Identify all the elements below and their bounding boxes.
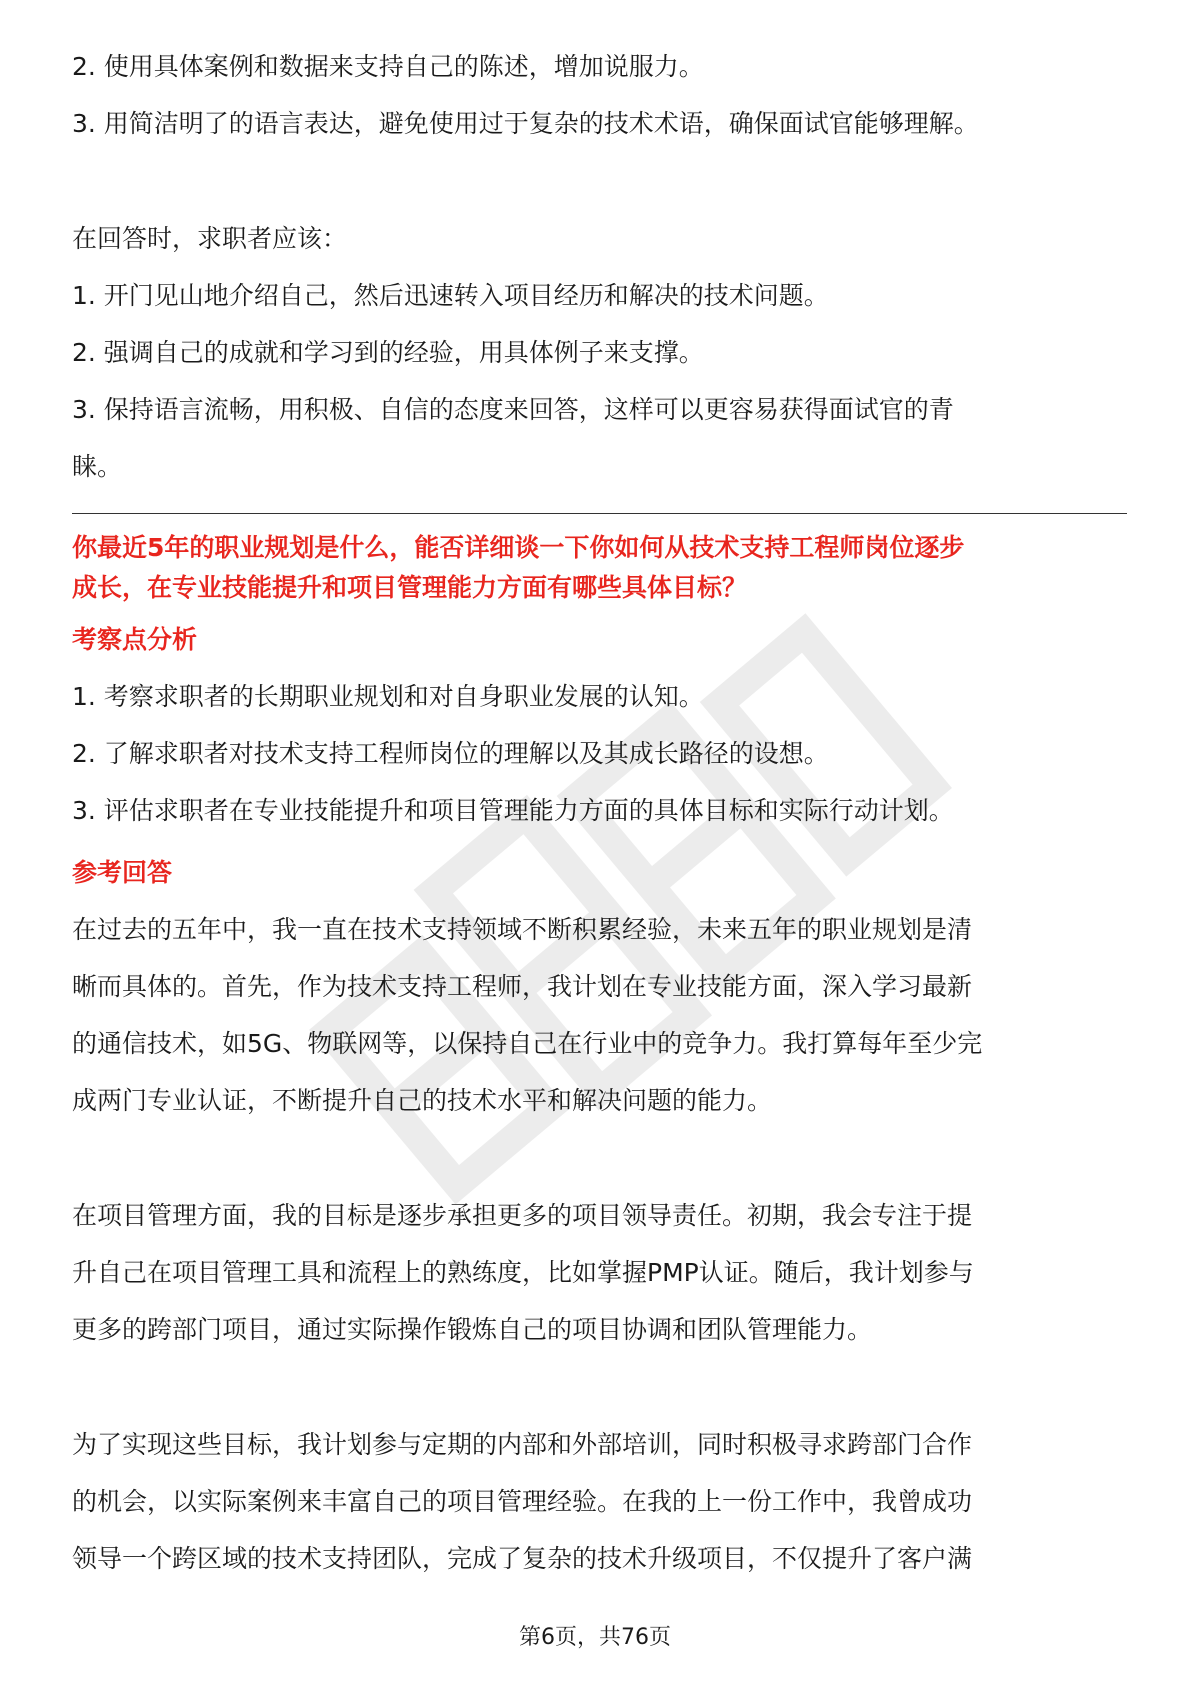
paragraph-line: 的通信技术，如5G、物联网等，以保持自己在行业中的竞争力。我打算每年至少完 [72, 1029, 983, 1058]
question-line: 你最近5年的职业规划是什么，能否详细谈一下你如何从技术支持工程师岗位逐步 [72, 533, 965, 562]
paragraph-line: 更多的跨部门项目，通过实际操作锻炼自己的项目协调和团队管理能力。 [72, 1315, 873, 1344]
section-divider [72, 513, 1127, 514]
paragraph-line: 在过去的五年中，我一直在技术支持领域不断积累经验，未来五年的职业规划是清 [72, 915, 973, 944]
page-number: 第6页，共76页 [519, 1625, 671, 1650]
answer-intro: 在回答时，求职者应该： [72, 224, 348, 253]
list-item-continuation: 睐。 [72, 452, 123, 481]
paragraph-line: 的机会，以实际案例来丰富自己的项目管理经验。在我的上一份工作中，我曾成功 [72, 1487, 973, 1516]
reference-paragraph [72, 1187, 1127, 1358]
page-content [72, 0, 1127, 1587]
question-title [72, 528, 1127, 608]
list-item: 2. 强调自己的成就和学习到的经验，用具体例子来支撑。 [72, 338, 704, 367]
paragraph-line: 晰而具体的。首先，作为技术支持工程师，我计划在专业技能方面，深入学习最新 [72, 972, 973, 1001]
analysis-item: 3. 评估求职者在专业技能提升和项目管理能力方面的具体目标和实际行动计划。 [72, 796, 954, 825]
analysis-item: 1. 考察求职者的长期职业规划和对自身职业发展的认知。 [72, 682, 704, 711]
list-item: 3. 用简洁明了的语言表达，避免使用过于复杂的技术术语，确保面试官能够理解。 [72, 109, 979, 138]
list-item: 1. 开门见山地介绍自己，然后迅速转入项目经历和解决的技术问题。 [72, 281, 829, 310]
reference-paragraph [72, 901, 1127, 1129]
paragraph-line: 为了实现这些目标，我计划参与定期的内部和外部培训，同时积极寻求跨部门合作 [72, 1430, 973, 1459]
reference-paragraph [72, 1416, 1127, 1587]
paragraph-line: 成两门专业认证，不断提升自己的技术水平和解决问题的能力。 [72, 1086, 773, 1115]
list-item: 2. 使用具体案例和数据来支持自己的陈述，增加说服力。 [72, 52, 704, 81]
reference-heading: 参考回答 [72, 858, 173, 887]
paragraph-line: 在项目管理方面，我的目标是逐步承担更多的项目领导责任。初期，我会专注于提 [72, 1201, 973, 1230]
paragraph-line: 升自己在项目管理工具和流程上的熟练度，比如掌握PMP认证。随后，我计划参与 [72, 1258, 974, 1287]
analysis-item: 2. 了解求职者对技术支持工程师岗位的理解以及其成长路径的设想。 [72, 739, 829, 768]
analysis-heading: 考察点分析 [72, 625, 198, 654]
paragraph-line: 领导一个跨区域的技术支持团队，完成了复杂的技术升级项目，不仅提升了客户满 [72, 1544, 973, 1573]
question-line: 成长，在专业技能提升和项目管理能力方面有哪些具体目标？ [72, 573, 748, 602]
list-item: 3. 保持语言流畅，用积极、自信的态度来回答，这样可以更容易获得面试官的青 [72, 395, 954, 424]
